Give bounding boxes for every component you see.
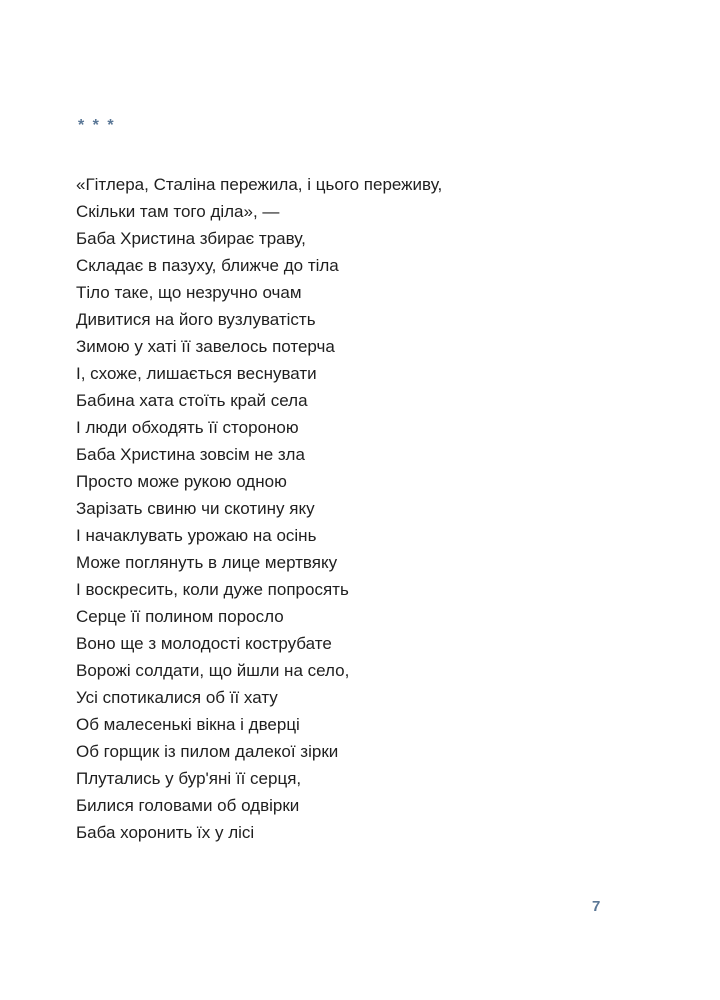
poem-line: Баба Христина збирає траву,	[76, 229, 306, 248]
poem-line: Об горщик із пилом далекої зірки	[76, 742, 339, 761]
poem-line: Об малесенькі вікна і дверці	[76, 715, 300, 734]
poem-line: Складає в пазуху, ближче до тіла	[76, 256, 339, 275]
poem-line: Воно ще з молодості кострубате	[76, 634, 332, 653]
poem-line: І люди обходять її стороною	[76, 418, 299, 437]
poem-line: Бабина хата стоїть край села	[76, 391, 308, 410]
poem-line: І воскресить, коли дуже попросять	[76, 580, 349, 599]
poem-line: «Гітлера, Сталіна пережила, і цього переживу,	[76, 175, 443, 194]
page-number: 7	[592, 898, 601, 915]
poem-line: І, схоже, лишається веснувати	[76, 364, 317, 383]
poem-line: Усі спотикалися об її хату	[76, 688, 278, 707]
poem-line: Баба хоронить їх у лісі	[76, 823, 255, 842]
poem-line: Дивитися на його вузлуватість	[76, 310, 316, 329]
poem-line: Скільки там того діла», —	[76, 202, 280, 221]
poem-line: Плутались у бур'яні її серця,	[76, 769, 302, 788]
section-separator: * * *	[78, 117, 116, 134]
poem-line: Зарізать свиню чи скотину яку	[76, 499, 315, 518]
poem-line: Серце її полином поросло	[76, 607, 284, 626]
poem-line: І начаклувать урожаю на осінь	[76, 526, 317, 545]
poem-line: Зимою у хаті її завелось потерча	[76, 337, 335, 356]
poem-line: Билися головами об одвірки	[76, 796, 300, 815]
poem-line: Тіло таке, що незручно очам	[76, 283, 302, 302]
poem-stanza	[76, 171, 676, 846]
poem-line: Просто може рукою одною	[76, 472, 287, 491]
poem-line: Баба Христина зовсім не зла	[76, 445, 305, 464]
poem-line: Ворожі солдати, що йшли на село,	[76, 661, 350, 680]
poem-line: Може поглянуть в лице мертвяку	[76, 553, 338, 572]
